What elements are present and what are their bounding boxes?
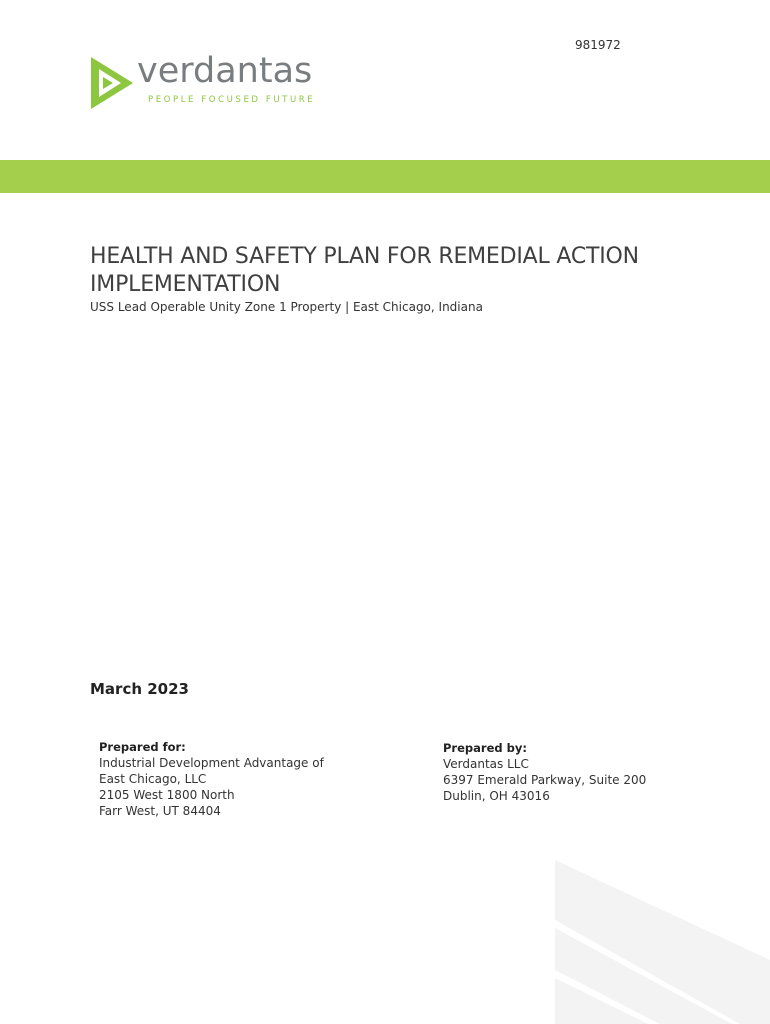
logo-tagline: PEOPLE FOCUSED FUTURE <box>148 95 316 105</box>
prepared-for-block <box>99 739 324 819</box>
decorative-corner-graphic <box>540 860 770 1024</box>
prepared-for-line: Farr West, UT 84404 <box>99 804 221 818</box>
document-id: 981972 <box>575 38 621 52</box>
prepared-for-line: East Chicago, LLC <box>99 772 207 786</box>
logo-mark-icon <box>91 57 133 109</box>
prepared-by-line: Verdantas LLC <box>443 757 529 771</box>
verdantas-logo <box>91 51 331 113</box>
prepared-by-block <box>443 740 646 804</box>
prepared-by-heading: Prepared by: <box>443 741 527 755</box>
logo-wordmark: verdantas <box>137 51 313 91</box>
prepared-by-line: Dublin, OH 43016 <box>443 789 550 803</box>
prepared-for-heading: Prepared for: <box>99 740 186 754</box>
document-subtitle: USS Lead Operable Unity Zone 1 Property | East Chicago, Indiana <box>90 300 483 314</box>
prepared-for-line: Industrial Development Advantage of <box>99 756 324 770</box>
document-title: HEALTH AND SAFETY PLAN FOR REMEDIAL ACTION IMPLEMENTATION <box>90 244 639 297</box>
header-band <box>0 160 770 193</box>
document-date: March 2023 <box>90 680 189 698</box>
prepared-by-line: 6397 Emerald Parkway, Suite 200 <box>443 773 647 787</box>
prepared-for-line: 2105 West 1800 North <box>99 788 235 802</box>
